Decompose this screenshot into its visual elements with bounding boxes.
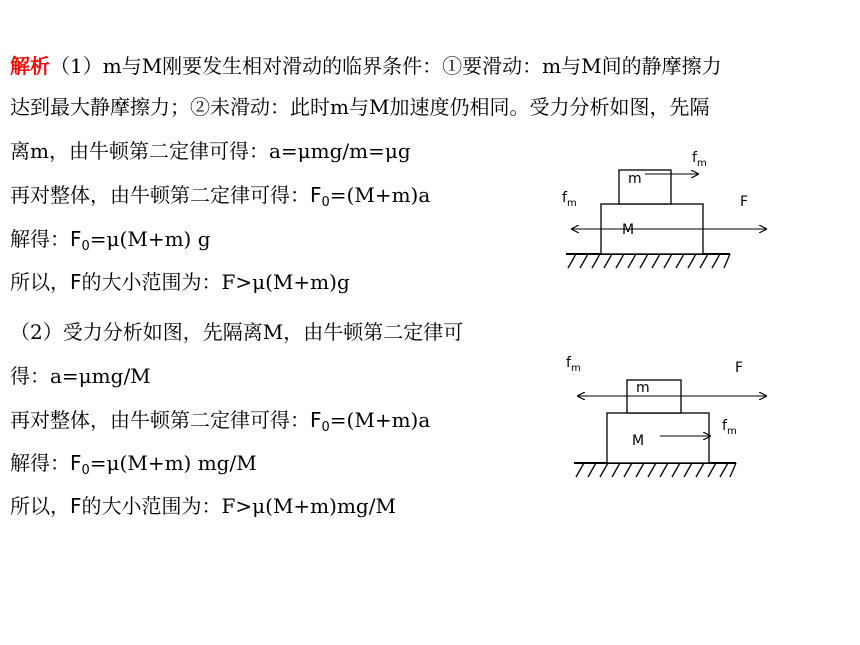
part2-line5-post: 的大小范围为：F>μ(M+m)mg/M bbox=[81, 494, 396, 518]
force-symbol: F bbox=[70, 270, 82, 294]
part2-line3-pre: 再对整体，由牛顿第二定律可得： bbox=[10, 408, 310, 432]
part1-line5-post: =μ(M+m) g bbox=[89, 227, 211, 251]
force-symbol: F bbox=[70, 451, 82, 475]
left-force-label: $f_m$ bbox=[566, 355, 581, 374]
part1-line1 bbox=[10, 52, 722, 80]
inner-force-label: $f_m$ bbox=[722, 418, 737, 437]
part2-line3 bbox=[10, 406, 430, 434]
force-symbol: F bbox=[70, 494, 82, 518]
subscript: 0 bbox=[321, 195, 330, 210]
force-symbol: F bbox=[310, 183, 322, 207]
ground-hatch bbox=[576, 463, 736, 477]
small-block-label: m bbox=[628, 171, 642, 187]
part1-line5 bbox=[10, 225, 211, 253]
part2-line1: （2）受力分析如图，先隔离M，由牛顿第二定律可 bbox=[10, 320, 464, 344]
part1-line6-post: 的大小范围为：F>μ(M+m)g bbox=[81, 270, 350, 294]
top-force-label: $f_m$ bbox=[692, 150, 707, 169]
big-block-label: M bbox=[632, 433, 645, 449]
part1-line4-pre: 再对整体，由牛顿第二定律可得： bbox=[10, 183, 310, 207]
force-symbol: F bbox=[70, 227, 82, 251]
ground-hatch bbox=[568, 254, 730, 268]
force-diagram-2 bbox=[540, 350, 780, 485]
force-diagram-1 bbox=[540, 140, 780, 280]
force-symbol: F bbox=[310, 408, 322, 432]
part2-line3-post: =(M+m)a bbox=[329, 408, 431, 432]
subscript: 0 bbox=[81, 239, 90, 254]
part1-line1-text: （1）m与M刚要发生相对滑动的临界条件：①要滑动：m与M间的静摩擦力 bbox=[50, 54, 722, 78]
big-block-label: M bbox=[622, 222, 635, 238]
part1-line4 bbox=[10, 181, 430, 209]
small-block-label: m bbox=[636, 380, 650, 396]
part1-line5-pre: 解得： bbox=[10, 227, 70, 251]
subscript: 0 bbox=[321, 420, 330, 435]
big-block bbox=[607, 413, 709, 463]
left-force-label: $f_m$ bbox=[562, 190, 577, 209]
part2-line5-pre: 所以， bbox=[10, 494, 70, 518]
part2-line4-pre: 解得： bbox=[10, 451, 70, 475]
subscript: 0 bbox=[81, 463, 90, 478]
part1-line6-pre: 所以， bbox=[10, 270, 70, 294]
part1-line6 bbox=[10, 268, 350, 296]
applied-force-label: F bbox=[735, 360, 744, 376]
part2-line5 bbox=[10, 492, 396, 520]
part2-line2: 得：a=μmg/M bbox=[10, 364, 151, 388]
part2-line4 bbox=[10, 449, 257, 477]
part1-line3: 离m，由牛顿第二定律可得：a=μmg/m=μg bbox=[10, 139, 411, 163]
small-block bbox=[619, 170, 671, 204]
part1-line2: 达到最大静摩擦力；②未滑动：此时m与M加速度仍相同。受力分析如图，先隔 bbox=[10, 95, 710, 119]
applied-force-label: F bbox=[740, 194, 749, 210]
part1-line4-post: =(M+m)a bbox=[329, 183, 431, 207]
part2-line4-post: =μ(M+m) mg/M bbox=[89, 451, 257, 475]
solution-keyword: 解析 bbox=[10, 54, 50, 78]
